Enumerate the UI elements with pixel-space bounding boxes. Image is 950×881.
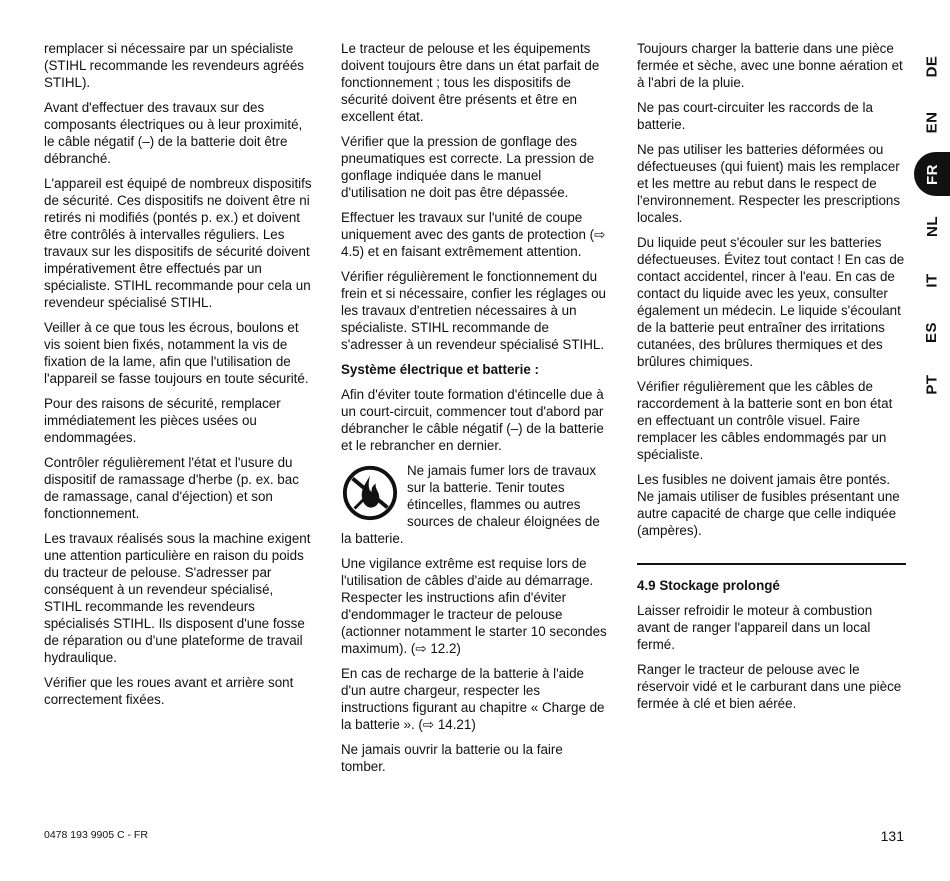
paragraph: Vérifier que la pression de gonflage des pneumatiques est correcte. La pression de gonflage indiquée dans le manuel d'utilisation ne doit pas être dépassée.: [341, 134, 595, 200]
paragraph: remplacer si nécessaire par un spécialiste (STIHL recommande les revendeurs agréés STIHL).: [44, 41, 304, 90]
section-heading-electrical: Système électrique et batterie :: [341, 362, 539, 377]
document-code: 0478 193 9905 C - FR: [44, 829, 148, 841]
paragraph: Avant d'effectuer des travaux sur des composants électriques ou à leur proximité, le câble négatif (–) de la batterie doit être débranché.: [44, 100, 303, 166]
paragraph: Les fusibles ne doivent jamais être pontés. Ne jamais utiliser de fusibles présentant une autre capacité de charge que celle indiquée (ampères).: [637, 472, 900, 538]
paragraph: Afin d'éviter toute formation d'étincelle due à un court-circuit, commencer tout d'abord par débrancher le câble négatif (–) de la batterie et le rebrancher en dernier.: [341, 387, 604, 453]
language-tab-fr[interactable]: FR: [914, 152, 950, 196]
paragraph: Le tracteur de pelouse et les équipements doivent toujours être dans un état parfait de fonctionnement ; tous les dispositifs de sécurité doivent être présents et être en excellent état.: [341, 41, 600, 124]
page-number: 131: [880, 828, 904, 844]
no-smoking-text: Ne jamais fumer lors de travaux sur la batterie. Tenir toutes étincelles, flammes ou autres sources de chaleur éloignées de la batterie.: [341, 463, 600, 546]
paragraph: Une vigilance extrême est requise lors de l'utilisation de câbles d'aide au démarrage. Respecter les instructions afin d'éviter d'endommager le tracteur de pelouse (actionner notamment le starter 10 secondes maximum). (⇨ 12.2): [341, 556, 607, 656]
paragraph: Ne pas court-circuiter les raccords de la batterie.: [637, 100, 873, 132]
section-divider: [637, 563, 906, 565]
paragraph: En cas de recharge de la batterie à l'aide d'un autre chargeur, respecter les instructions figurant au chapitre « Charge de la batterie ». (⇨ 14.21): [341, 666, 605, 732]
column-middle: [341, 40, 607, 783]
paragraph: Ranger le tracteur de pelouse avec le réservoir vidé et le carburant dans une pièce fermée à clé et bien aérée.: [637, 662, 902, 711]
language-tab-pt[interactable]: PT: [923, 373, 941, 395]
column-right: [637, 40, 906, 720]
paragraph: Ne pas utiliser les batteries déformées ou défectueuses (qui fuient) mais les remplacer et les mettre au rebut dans le respect de l'environnement. Respecter les prescriptions locales.: [637, 142, 901, 225]
language-tab-es[interactable]: ES: [923, 321, 941, 343]
language-tab-en[interactable]: EN: [923, 111, 941, 133]
paragraph: Veiller à ce que tous les écrous, boulons et vis soient bien fixés, notamment la vis de fixation de la lame, afin que l'utilisation de l'appareil se fasse toujours en toute sécurité.: [44, 320, 309, 386]
paragraph: Pour des raisons de sécurité, remplacer immédiatement les pièces usées ou endommagées.: [44, 396, 281, 445]
paragraph: Vérifier régulièrement le fonctionnement du frein et si nécessaire, confier les réglages ou les travaux d'entretien nécessaires à un spécialiste. STIHL recommande de s'adresser à un revendeur spécialisé STIHL.: [341, 269, 606, 352]
no-open-flame-icon: [341, 464, 399, 522]
paragraph: Du liquide peut s'écouler sur les batteries défectueuses. Évitez tout contact ! En cas de contact accidentel, rincer à l'eau. En cas de contact du liquide avec les yeux, consulter également un médecin. Le liquide s'écoulant de la batterie peut entraîner des irritations cutanées, des brûlures thermiques et des brûlures chimiques.: [637, 235, 905, 369]
paragraph: Vérifier que les roues avant et arrière sont correctement fixées.: [44, 675, 294, 707]
language-tab-it[interactable]: IT: [923, 272, 941, 288]
paragraph: Effectuer les travaux sur l'unité de coupe uniquement avec des gants de protection (⇨ 4.5) et en faisant extrêmement attention.: [341, 210, 606, 259]
language-tab-de[interactable]: DE: [923, 55, 941, 77]
paragraph: L'appareil est équipé de nombreux dispositifs de sécurité. Ces dispositifs ne doivent être ni retirés ni modifiés (pontés p. ex.) et doivent être contrôlés à intervalles réguliers. Les travaux sur les dispositifs de sécurité doivent impérativement être effectués par un spécialiste. STIHL recommande pour cela un revendeur spécialisé STIHL.: [44, 176, 312, 310]
paragraph: Les travaux réalisés sous la machine exigent une attention particulière en raison du poids du tracteur de pelouse. S'adresser par conséquent à un revendeur spécialisé, STIHL recommande les revendeurs spécialisés STIHL. Ils disposent d'une fosse de réparation ou d'une plateforme de travail hydraulique.: [44, 531, 311, 665]
column-left: [44, 40, 312, 716]
no-smoking-paragraph: [341, 462, 607, 547]
paragraph: Contrôler régulièrement l'état et l'usure du dispositif de ramassage d'herbe (p. ex. bac de ramassage, canal d'éjection) et son fonctionnement.: [44, 455, 299, 521]
paragraph: Toujours charger la batterie dans une pièce fermée et sèche, avec une bonne aération et à l'abri de la pluie.: [637, 41, 903, 90]
section-heading-storage: 4.9 Stockage prolongé: [637, 578, 780, 593]
language-tab-nl[interactable]: NL: [923, 215, 941, 237]
paragraph: Vérifier régulièrement que les câbles de raccordement à la batterie sont en bon état en effectuant un contrôle visuel. Faire remplacer les câbles endommagés par un spécialiste.: [637, 379, 893, 462]
paragraph: Laisser refroidir le moteur à combustion avant de ranger l'appareil dans un local fermé.: [637, 603, 873, 652]
paragraph: Ne jamais ouvrir la batterie ou la faire tomber.: [341, 742, 563, 774]
